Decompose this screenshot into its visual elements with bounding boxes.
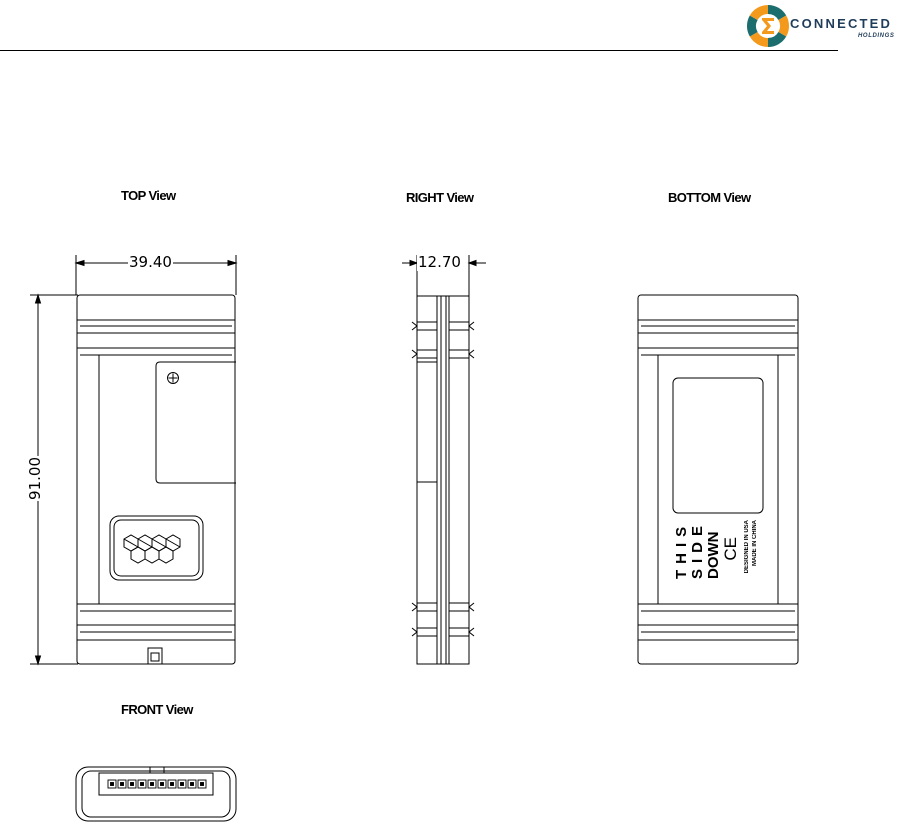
label-this: THIS [673, 520, 690, 579]
logo-name: CONNECTED [790, 16, 893, 31]
front-view-title: FRONT View [121, 702, 193, 717]
right-view-drawing [402, 255, 486, 664]
top-view-drawing [30, 255, 236, 664]
depth-dimension: 12.70 [418, 253, 461, 271]
label-designed: DESIGNED IN USA [744, 520, 750, 574]
label-down: DOWN [705, 531, 722, 579]
bottom-view-title: BOTTOM View [668, 190, 751, 205]
top-view-title: TOP View [121, 188, 176, 203]
label-side: SIDE [689, 519, 706, 579]
logo-subtitle: HOLDINGS [858, 33, 895, 39]
height-dimension: 91.00 [26, 457, 44, 500]
width-dimension: 39.40 [129, 253, 172, 271]
ce-mark: CE [721, 537, 740, 561]
front-view-drawing [76, 767, 236, 821]
bottom-view-drawing [638, 295, 798, 664]
right-view-title: RIGHT View [406, 190, 474, 205]
label-made: MADE IN CHINA [752, 520, 758, 566]
